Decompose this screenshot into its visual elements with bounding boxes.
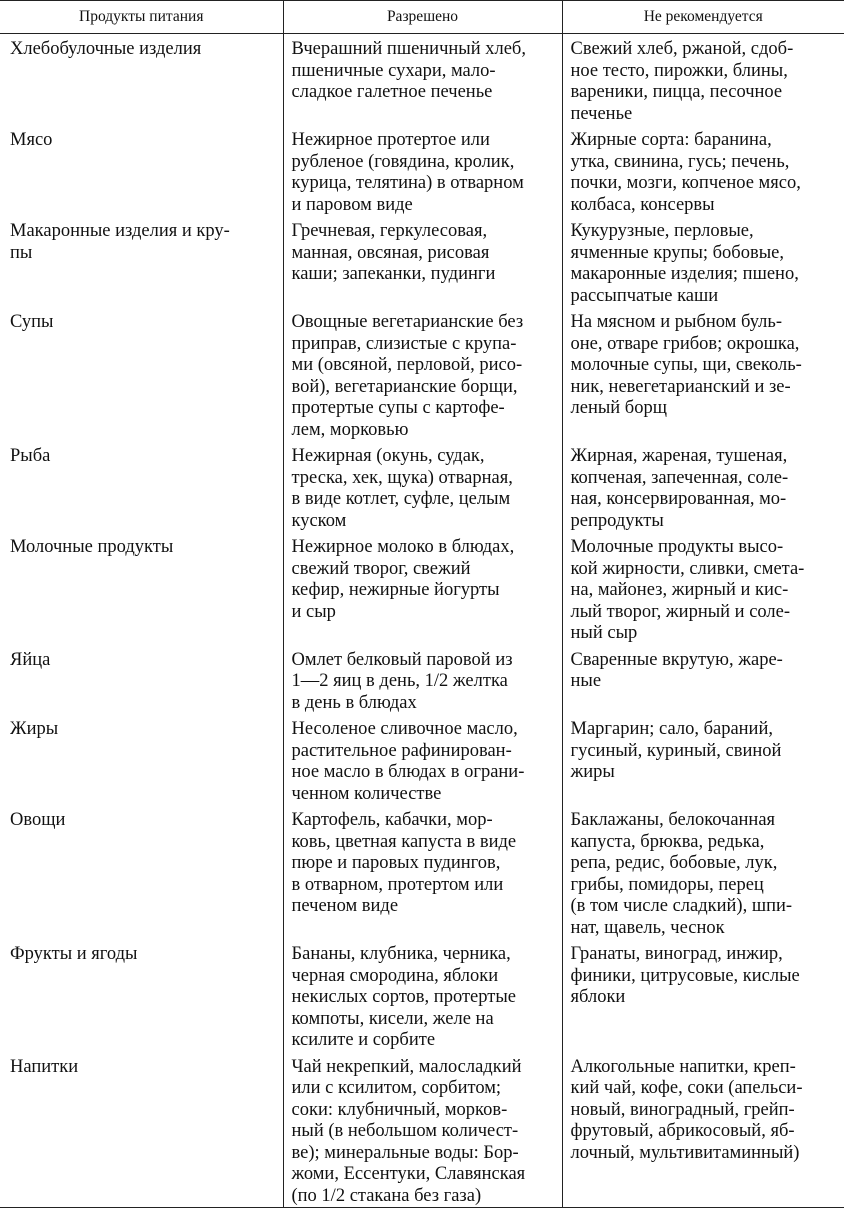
cell-line: ный сыр [570, 623, 638, 643]
cell-line: ячменные крупы; бобовые, [570, 242, 784, 263]
cell-line: новый, виноградный, грейп- [570, 1099, 795, 1120]
cell-line: на, майонез, жирный и кис- [570, 580, 789, 600]
table-row [0, 307, 844, 441]
product-cell [0, 441, 283, 532]
cell-line: Хлебобулочные изделия [10, 39, 202, 59]
cell-line: Молочные продукты [10, 537, 174, 557]
cell-line: Маргарин; сало, бараний, [570, 719, 773, 739]
cell-line: (в том числе сладкий), шпи- [570, 896, 793, 916]
allowed-cell [283, 532, 562, 645]
cell-line: вареники, пицца, песочное [570, 82, 783, 102]
cell-line: Нежирное молоко в блюдах, [291, 537, 515, 557]
cell-line: ковь, цветная капуста в виде [291, 831, 517, 852]
allowed-cell [283, 714, 562, 805]
cell-line: Гранаты, виноград, инжир, [570, 944, 783, 964]
allowed-cell [283, 939, 562, 1052]
cell-line: гусиный, куриный, свиной [570, 740, 782, 761]
cell-line: протертые супы с картофе- [291, 398, 505, 418]
cell-line: Мясо [10, 130, 53, 150]
cell-line: Нежирная (окунь, судак, [291, 446, 485, 466]
cell-line: свежий творог, свежий [291, 558, 471, 579]
cell-line: ное масло в блюдах в ограни- [291, 762, 525, 782]
allowed-cell [283, 1052, 562, 1208]
cell-line: макаронные изделия; пшено, [570, 264, 799, 284]
not-recommended-cell [562, 939, 844, 1052]
cell-line: репа, редис, бобовые, лук, [570, 853, 778, 873]
cell-line: кой жирности, сливки, смета- [570, 558, 805, 579]
product-cell [0, 307, 283, 441]
allowed-cell [283, 216, 562, 307]
not-recommended-cell [562, 125, 844, 216]
not-recommended-cell [562, 1052, 844, 1208]
cell-line: Гречневая, геркулесовая, [291, 221, 488, 241]
cell-line: жоми, Ессентуки, Славянская [291, 1164, 526, 1184]
product-cell [0, 125, 283, 216]
cell-line: Кукурузные, перловые, [570, 221, 754, 241]
cell-line: и сыр [291, 601, 336, 622]
table-body [0, 34, 844, 1208]
cell-line: ве); минеральные воды: Бор- [291, 1142, 519, 1163]
cell-line: лый творог, жирный и соле- [570, 601, 791, 622]
cell-line: курица, телятина) в отварном [291, 173, 524, 193]
cell-line: Сваренные вкрутую, жаре- [570, 649, 783, 670]
cell-line: в день в блюдах [291, 692, 417, 713]
cell-line: почки, мозги, копченое мясо, [570, 173, 801, 193]
not-recommended-cell [562, 805, 844, 939]
cell-line: Вчерашний пшеничный хлеб, [291, 39, 526, 59]
cell-line: пшеничные сухари, мало- [291, 60, 496, 81]
cell-line: Алкогольные напитки, креп- [570, 1056, 796, 1077]
allowed-cell [283, 805, 562, 939]
table-row [0, 645, 844, 715]
cell-line: Овощные вегетарианские без [291, 312, 524, 332]
header-row [0, 1, 844, 34]
header-allowed: Разрешено [283, 1, 562, 34]
not-recommended-cell [562, 307, 844, 441]
cell-line: оне, отваре грибов; окрошка, [570, 333, 800, 354]
product-cell [0, 714, 283, 805]
cell-line: капуста, брюква, редька, [570, 831, 765, 852]
table-row [0, 125, 844, 216]
table-row [0, 532, 844, 645]
not-recommended-cell [562, 645, 844, 715]
cell-line: леный борщ [570, 398, 667, 418]
cell-line: Жирная, жареная, тушеная, [570, 446, 788, 466]
cell-line: ник, невегетарианский и зе- [570, 376, 791, 397]
cell-line: финики, цитрусовые, кислые [570, 965, 800, 986]
cell-line: компоты, кисели, желе на [291, 1008, 494, 1029]
allowed-cell [283, 34, 562, 126]
cell-line: ми (овсяной, перловой, рисо- [291, 355, 523, 375]
cell-line: грибы, помидоры, перец [570, 874, 764, 895]
product-cell [0, 645, 283, 715]
cell-line: утка, свинина, гусь; печень, [570, 151, 790, 172]
not-recommended-cell [562, 532, 844, 645]
cell-line: приправ, слизистые с крупа- [291, 333, 517, 354]
cell-line: ченном количестве [291, 783, 442, 804]
product-cell [0, 1052, 283, 1208]
cell-line: соки: клубничный, морков- [291, 1099, 508, 1120]
cell-line: нат, щавель, чеснок [570, 917, 725, 938]
cell-line: некислых сортов, протертые [291, 987, 516, 1007]
cell-line: растительное рафинирован- [291, 740, 512, 761]
cell-line: черная смородина, яблоки [291, 965, 499, 986]
cell-line: Картофель, кабачки, мор- [291, 810, 493, 830]
product-cell [0, 216, 283, 307]
cell-line: Рыба [10, 446, 51, 466]
cell-line: треска, хек, щука) отварная, [291, 467, 513, 488]
not-recommended-cell [562, 714, 844, 805]
cell-line: ный (в небольшом количест- [291, 1121, 519, 1141]
cell-line: (по 1/2 стакана без газа) [291, 1185, 482, 1206]
cell-line: ные [570, 671, 602, 691]
cell-line: вой), вегетарианские борщи, [291, 376, 518, 397]
cell-line: Молочные продукты высо- [570, 537, 784, 557]
cell-line: Омлет белковый паровой из [291, 649, 513, 670]
cell-line: Напитки [10, 1056, 79, 1077]
cell-line: Жирные сорта: баранина, [570, 130, 772, 150]
cell-line: печеном виде [291, 896, 399, 916]
table-row [0, 805, 844, 939]
cell-line: куском [291, 510, 347, 531]
cell-line: каши; запеканки, пудинги [291, 264, 496, 284]
cell-line: Нежирное протертое или [291, 130, 490, 150]
cell-line: Фрукты и ягоды [10, 944, 138, 964]
header-not-recommended: Не рекомендуется [562, 1, 844, 34]
cell-line: лочный, мультивитаминный) [570, 1142, 800, 1163]
cell-line: или с ксилитом, сорбитом; [291, 1078, 502, 1098]
cell-line: Баклажаны, белокочанная [570, 810, 776, 830]
cell-line: Овощи [10, 810, 66, 830]
cell-line: яблоки [570, 987, 626, 1007]
table-row [0, 216, 844, 307]
cell-line: молочные супы, щи, свеколь- [570, 355, 802, 375]
cell-line: пюре и паровых пудингов, [291, 853, 501, 873]
cell-line: в отварном, протертом или [291, 874, 504, 895]
table-row [0, 939, 844, 1052]
allowed-cell [283, 441, 562, 532]
table-row [0, 441, 844, 532]
cell-line: 1—2 яиц в день, 1/2 желтка [291, 671, 508, 691]
allowed-cell [283, 125, 562, 216]
cell-line: Макаронные изделия и кру- [10, 221, 230, 241]
product-cell [0, 532, 283, 645]
cell-line: репродукты [570, 510, 664, 531]
allowed-cell [283, 307, 562, 441]
cell-line: кефир, нежирные йогурты [291, 580, 500, 600]
cell-line: кий чай, кофе, соки (апельси- [570, 1078, 803, 1098]
cell-line: Бананы, клубника, черника, [291, 944, 511, 964]
not-recommended-cell [562, 34, 844, 126]
cell-line: жиры [570, 762, 615, 782]
cell-line: и паровом виде [291, 194, 413, 215]
allowed-cell [283, 645, 562, 715]
cell-line: манная, овсяная, рисовая [291, 242, 490, 263]
cell-line: в виде котлет, суфле, целым [291, 489, 511, 509]
table-row [0, 34, 844, 126]
cell-line: фрутовый, абрикосовый, яб- [570, 1121, 795, 1141]
cell-line: рубленое (говядина, кролик, [291, 151, 515, 172]
header-products: Продукты питания [0, 1, 283, 34]
cell-line: ксилите и сорбите [291, 1030, 436, 1050]
cell-line: Жиры [10, 719, 59, 739]
cell-line: Несоленое сливочное масло, [291, 719, 518, 739]
cell-line: ное тесто, пирожки, блины, [570, 60, 788, 81]
cell-line: Свежий хлеб, ржаной, сдоб- [570, 39, 794, 59]
product-cell [0, 34, 283, 126]
cell-line: лем, морковью [291, 419, 409, 440]
cell-line: пы [10, 242, 33, 263]
cell-line: копченая, запеченная, соле- [570, 467, 789, 488]
cell-line: Супы [10, 312, 54, 332]
cell-line: На мясном и рыбном буль- [570, 312, 782, 332]
cell-line: колбаса, консервы [570, 194, 715, 215]
not-recommended-cell [562, 441, 844, 532]
cell-line: рассыпчатые каши [570, 285, 719, 306]
table-row [0, 714, 844, 805]
product-cell [0, 939, 283, 1052]
cell-line: ная, консервированная, мо- [570, 489, 787, 509]
cell-line: Чай некрепкий, малосладкий [291, 1056, 522, 1077]
table-row [0, 1052, 844, 1208]
product-cell [0, 805, 283, 939]
cell-line: сладкое галетное печенье [291, 82, 493, 102]
cell-line: Яйца [10, 649, 51, 670]
not-recommended-cell [562, 216, 844, 307]
cell-line: печенье [570, 103, 633, 124]
